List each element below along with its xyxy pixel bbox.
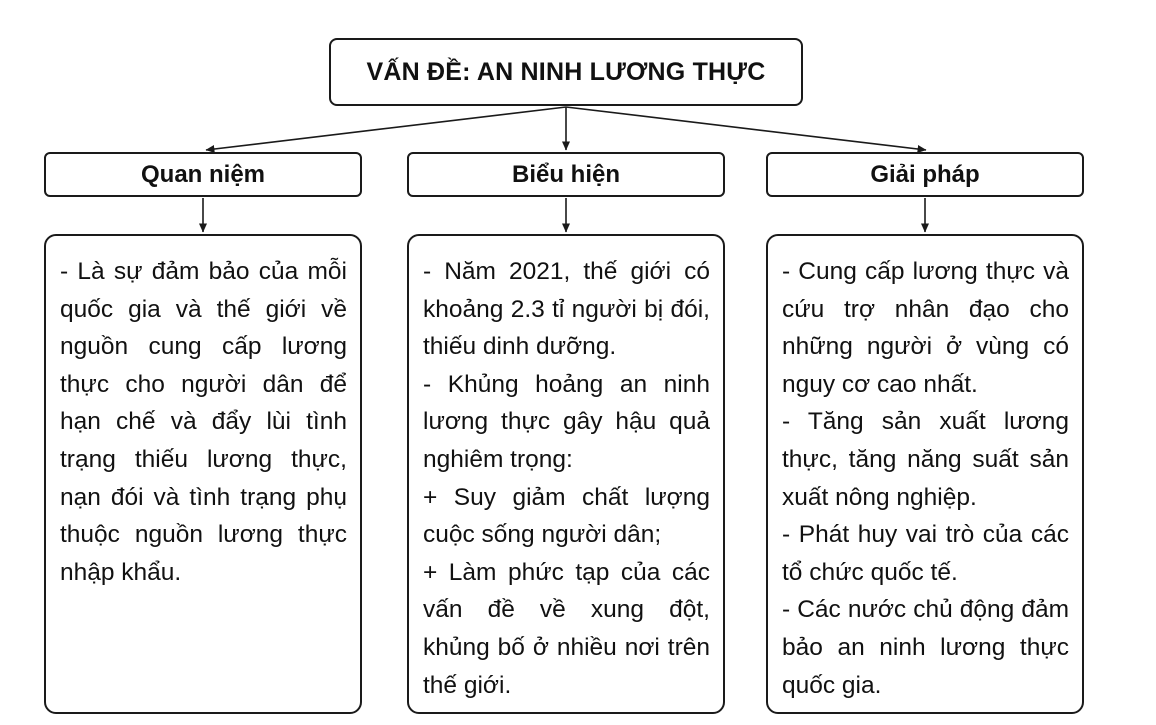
content-paragraph: - Năm 2021, thế giới có khoảng 2.3 tỉ người bị đói, thiếu dinh dưỡng. (423, 258, 710, 361)
content-paragraph: - Phát huy vai trò của các tổ chức quốc tế. (782, 521, 1069, 586)
content-box-quan-niem (44, 234, 362, 714)
content-paragraph: + Làm phức tạp của các vấn đề về xung đột, khủng bố ở nhiều nơi trên thế giới. (423, 558, 710, 699)
heading-box-bieu-hien (407, 152, 725, 197)
content-paragraph: - Các nước chủ động đảm bảo an ninh lương thực quốc gia. (782, 596, 1069, 699)
content-paragraph: - Cung cấp lương thực và cứu trợ nhân đạo cho những người ở vùng có nguy cơ cao nhất. (782, 258, 1069, 398)
diagram-title: VẤN ĐỀ: AN NINH LƯƠNG THỰC (366, 57, 766, 86)
heading-giai-phap: Giải pháp (870, 160, 980, 188)
heading-bieu-hien: Biểu hiện (511, 160, 620, 188)
title-box (329, 38, 803, 106)
arrow-title-to-quan-niem (206, 107, 566, 150)
content-paragraph: + Suy giảm chất lượng cuộc sống người dân; (423, 483, 710, 549)
content-paragraph: - Khủng hoảng an ninh lương thực gây hậu quả nghiêm trọng: (423, 370, 710, 473)
content-paragraph: - Tăng sản xuất lương thực, tăng năng suất sản xuất nông nghiệp. (782, 408, 1069, 511)
content-paragraph: - Là sự đảm bảo của mỗi quốc gia và thế giới về nguồn cung cấp lương thực cho người dân để hạn chế và đẩy lùi tình trạng thiếu lương thực, nạn đói và tình trạng phụ thuộc nguồn lương thực nhập khẩu. (60, 258, 347, 586)
heading-box-giai-phap (766, 152, 1084, 197)
arrow-title-to-giai-phap (566, 107, 926, 150)
heading-quan-niem: Quan niệm (140, 160, 266, 188)
heading-box-quan-niem (44, 152, 362, 197)
content-box-bieu-hien (407, 234, 725, 714)
content-box-giai-phap (766, 234, 1084, 714)
